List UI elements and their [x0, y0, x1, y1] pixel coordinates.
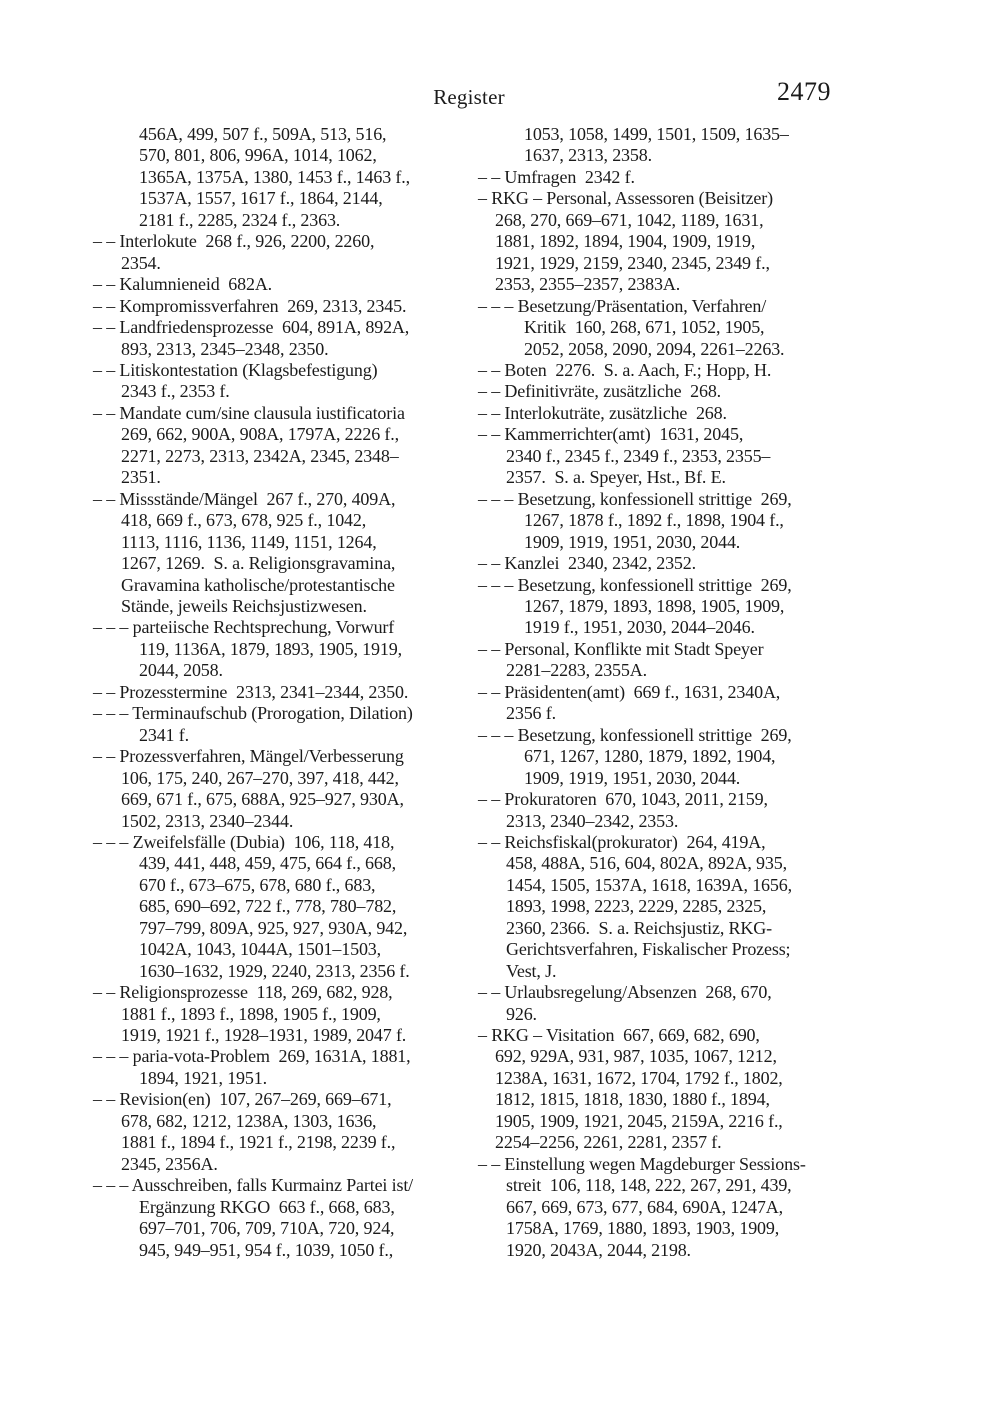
- index-line: – – Kalumnieneid 682A.: [93, 274, 273, 295]
- index-line: 1454, 1505, 1537A, 1618, 1639A, 1656,: [506, 874, 792, 895]
- index-line: 2340 f., 2345 f., 2349 f., 2353, 2355–: [506, 445, 771, 466]
- index-line: 945, 949–951, 954 f., 1039, 1050 f.,: [139, 1239, 394, 1260]
- index-line: 106, 175, 240, 267–270, 397, 418, 442,: [121, 767, 399, 788]
- index-line: – – Einstellung wegen Magdeburger Sessions-: [478, 1153, 806, 1174]
- running-head-title: Register: [433, 85, 505, 109]
- index-line: 418, 669 f., 673, 678, 925 f., 1042,: [121, 510, 367, 531]
- index-line: 458, 488A, 516, 604, 802A, 892A, 935,: [506, 853, 787, 874]
- index-line: – – Präsidenten(amt) 669 f., 1631, 2340A,: [478, 681, 781, 702]
- index-line: – – – Zweifelsfälle (Dubia) 106, 118, 418,: [93, 831, 395, 852]
- index-line: – – Prozesstermine 2313, 2341–2344, 2350.: [93, 681, 409, 702]
- index-line: 2281–2283, 2355A.: [506, 660, 647, 681]
- index-line: 667, 669, 673, 677, 684, 690A, 1247A,: [506, 1196, 783, 1217]
- index-line: 1537A, 1557, 1617 f., 1864, 2144,: [139, 188, 383, 209]
- index-line: – – Landfriedensprozesse 604, 891A, 892A,: [93, 317, 410, 338]
- index-line: – – Missstände/Mängel 267 f., 270, 409A,: [93, 488, 396, 509]
- index-line: 1894, 1921, 1951.: [139, 1067, 267, 1088]
- index-line: 2360, 2366. S. a. Reichsjustiz, RKG-: [506, 917, 772, 938]
- index-line: 269, 662, 900A, 908A, 1797A, 2226 f.,: [121, 424, 399, 445]
- index-line: 119, 1136A, 1879, 1893, 1905, 1919,: [139, 638, 402, 659]
- index-line: – – Reichsfiskal(prokurator) 264, 419A,: [478, 831, 766, 852]
- index-line: – RKG – Visitation 667, 669, 682, 690,: [478, 1025, 760, 1046]
- index-line: Vest, J.: [506, 960, 557, 981]
- index-line: – RKG – Personal, Assessoren (Beisitzer): [478, 188, 773, 209]
- index-line: – – Umfragen 2342 f.: [478, 166, 635, 187]
- index-line: 2357. S. a. Speyer, Hst., Bf. E.: [506, 467, 726, 488]
- index-line: 671, 1267, 1280, 1879, 1892, 1904,: [524, 746, 776, 767]
- index-line: 1920, 2043A, 2044, 2198.: [506, 1239, 691, 1260]
- index-line: Ergänzung RKGO 663 f., 668, 683,: [139, 1196, 395, 1217]
- index-line: 570, 801, 806, 996A, 1014, 1062,: [139, 145, 377, 166]
- index-line: – – Prokuratoren 670, 1043, 2011, 2159,: [478, 789, 768, 810]
- index-line: 1909, 1919, 1951, 2030, 2044.: [524, 767, 741, 788]
- index-line: – – Religionsprozesse 118, 269, 682, 928,: [93, 982, 393, 1003]
- index-line: 1502, 2313, 2340–2344.: [121, 810, 294, 831]
- index-line: 2341 f.: [139, 724, 189, 745]
- index-line: 1881 f., 1894 f., 1921 f., 2198, 2239 f.,: [121, 1132, 396, 1153]
- index-line: 1881, 1892, 1894, 1904, 1909, 1919,: [495, 231, 756, 252]
- index-line: 2345, 2356A.: [121, 1153, 218, 1174]
- index-line: – – Boten 2276. S. a. Aach, F.; Hopp, H.: [478, 359, 772, 380]
- index-line: Kritik 160, 268, 671, 1052, 1905,: [524, 317, 765, 338]
- index-line: 1267, 1878 f., 1892 f., 1898, 1904 f.,: [524, 510, 784, 531]
- index-line: 1630–1632, 1929, 2240, 2313, 2356 f.: [139, 960, 410, 981]
- index-line: – – – Terminaufschub (Prorogation, Dilation): [93, 703, 413, 724]
- index-line: – – – Besetzung, konfessionell strittige 269,: [478, 724, 792, 745]
- index-line: – – Revision(en) 107, 267–269, 669–671,: [93, 1089, 392, 1110]
- index-line: – – Definitivräte, zusätzliche 268.: [478, 381, 722, 402]
- index-line: – – Kompromissverfahren 269, 2313, 2345.: [93, 295, 407, 316]
- index-line: 268, 270, 669–671, 1042, 1189, 1631,: [495, 209, 764, 230]
- index-line: 2271, 2273, 2313, 2342A, 2345, 2348–: [121, 445, 399, 466]
- index-line: – – – paria-vota-Problem 269, 1631A, 1881,: [93, 1046, 411, 1067]
- index-line: 1909, 1919, 1951, 2030, 2044.: [524, 531, 741, 552]
- index-line: 1919 f., 1951, 2030, 2044–2046.: [524, 617, 755, 638]
- index-line: 2313, 2340–2342, 2353.: [506, 810, 679, 831]
- index-line: 926.: [506, 1003, 537, 1024]
- index-line: 2254–2256, 2261, 2281, 2357 f.: [495, 1132, 722, 1153]
- index-line: – – – Besetzung/Präsentation, Verfahren/: [478, 295, 767, 316]
- index-line: 1812, 1815, 1818, 1830, 1880 f., 1894,: [495, 1089, 770, 1110]
- index-line: 2343 f., 2353 f.: [121, 381, 230, 402]
- index-line: – – Mandate cum/sine clausula iustificatoria: [93, 402, 405, 423]
- index-line: 2351.: [121, 467, 161, 488]
- index-line: 2044, 2058.: [139, 660, 223, 681]
- index-line: – – Urlaubsregelung/Absenzen 268, 670,: [478, 982, 772, 1003]
- index-line: 1113, 1116, 1136, 1149, 1151, 1264,: [121, 531, 377, 552]
- index-line: 1053, 1058, 1499, 1501, 1509, 1635–: [524, 124, 789, 144]
- index-line: 456A, 499, 507 f., 509A, 513, 516,: [139, 124, 387, 144]
- index-line: Gerichtsverfahren, Fiskalischer Prozess;: [506, 939, 791, 960]
- index-line: – – Kanzlei 2340, 2342, 2352.: [478, 553, 696, 574]
- index-line: – – Kammerrichter(amt) 1631, 2045,: [478, 424, 744, 445]
- index-column-right: [478, 124, 848, 1261]
- index-columns: [93, 124, 848, 1261]
- index-line: – – – Besetzung, konfessionell strittige 269,: [478, 488, 792, 509]
- index-line: 1238A, 1631, 1672, 1704, 1792 f., 1802,: [495, 1067, 783, 1088]
- index-line: 439, 441, 448, 459, 475, 664 f., 668,: [139, 853, 396, 874]
- index-line: – – Personal, Konflikte mit Stadt Speyer: [478, 638, 764, 659]
- index-line: 697–701, 706, 709, 710A, 720, 924,: [139, 1218, 395, 1239]
- index-line: 2356 f.: [506, 703, 556, 724]
- index-line: 1637, 2313, 2358.: [524, 145, 652, 166]
- index-line: 1042A, 1043, 1044A, 1501–1503,: [139, 939, 381, 960]
- index-line: 1893, 1998, 2223, 2229, 2285, 2325,: [506, 896, 767, 917]
- index-line: streit 106, 118, 148, 222, 267, 291, 439,: [506, 1175, 792, 1196]
- index-line: Gravamina katholische/protestantische: [121, 574, 395, 595]
- index-line: 669, 671 f., 675, 688A, 925–927, 930A,: [121, 789, 404, 810]
- index-line: 1267, 1269. S. a. Religionsgravamina,: [121, 553, 396, 574]
- index-line: – – Prozessverfahren, Mängel/Verbesserung: [93, 746, 404, 767]
- index-line: – – Interlokute 268 f., 926, 2200, 2260,: [93, 231, 375, 252]
- index-line: 1267, 1879, 1893, 1898, 1905, 1909,: [524, 595, 785, 616]
- index-line: 685, 690–692, 722 f., 778, 780–782,: [139, 896, 397, 917]
- index-line: 1758A, 1769, 1880, 1893, 1903, 1909,: [506, 1218, 780, 1239]
- index-line: 678, 682, 1212, 1238A, 1303, 1636,: [121, 1110, 377, 1131]
- index-line: 2052, 2058, 2090, 2094, 2261–2263.: [524, 338, 785, 359]
- index-line: 1881 f., 1893 f., 1898, 1905 f., 1909,: [121, 1003, 381, 1024]
- index-line: 1905, 1909, 1921, 2045, 2159A, 2216 f.,: [495, 1110, 783, 1131]
- index-line: Stände, jeweils Reichsjustizwesen.: [121, 595, 367, 616]
- index-line: 692, 929A, 931, 987, 1035, 1067, 1212,: [495, 1046, 777, 1067]
- index-line: 670 f., 673–675, 678, 680 f., 683,: [139, 874, 376, 895]
- index-line: – – – parteiische Rechtsprechung, Vorwurf: [93, 617, 395, 638]
- index-line: 1365A, 1375A, 1380, 1453 f., 1463 f.,: [139, 166, 410, 187]
- index-line: 2354.: [121, 252, 161, 273]
- index-line: – – Interlokuträte, zusätzliche 268.: [478, 402, 727, 423]
- index-line: 797–799, 809A, 925, 927, 930A, 942,: [139, 917, 408, 938]
- index-line: – – – Besetzung, konfessionell strittige 269,: [478, 574, 792, 595]
- page-number: 2479: [777, 77, 831, 106]
- index-line: – – Litiskontestation (Klagsbefestigung): [93, 359, 378, 380]
- running-head: [93, 77, 845, 114]
- index-line: 1919, 1921 f., 1928–1931, 1989, 2047 f.: [121, 1025, 407, 1046]
- index-line: 893, 2313, 2345–2348, 2350.: [121, 338, 329, 359]
- index-line: 2353, 2355–2357, 2383A.: [495, 274, 681, 295]
- index-line: 2181 f., 2285, 2324 f., 2363.: [139, 209, 341, 230]
- index-line: – – – Ausschreiben, falls Kurmainz Partei ist/: [93, 1175, 414, 1196]
- index-line: 1921, 1929, 2159, 2340, 2345, 2349 f.,: [495, 252, 770, 273]
- index-column-left: [93, 124, 457, 1261]
